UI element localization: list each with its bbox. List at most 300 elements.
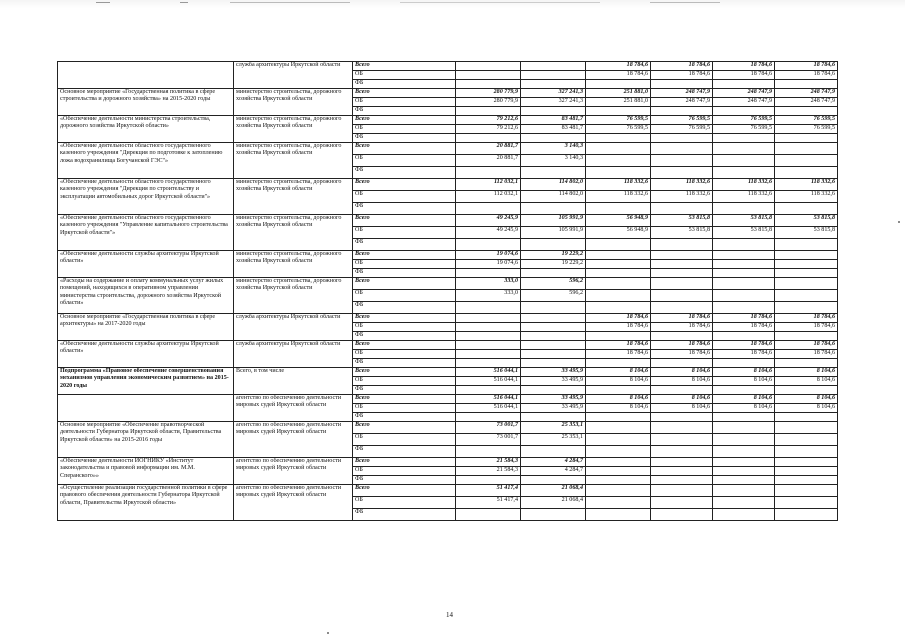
funding-source-cell: ФБ (353, 476, 456, 485)
funding-source-cell: ФБ (353, 239, 456, 251)
executor-cell: агентство по обеспечению деятельности мировых судей Иркутской области (234, 395, 353, 422)
amount-cell: 18 784,6 (586, 323, 651, 332)
amount-cell: 248 747,9 (651, 98, 713, 107)
amount-cell: 8 104,6 (586, 395, 651, 404)
executor-cell: служба архитектуры Иркутской области (234, 62, 353, 89)
amount-cell: 248 747,9 (775, 98, 838, 107)
amount-cell: 596,2 (521, 278, 586, 290)
executor-cell: министерство строительства, дорожного хозяйства Иркутской области (234, 89, 353, 116)
amount-cell: 79 212,6 (456, 116, 521, 125)
amount-cell: 18 784,6 (651, 341, 713, 350)
funding-source-cell: ОБ (353, 71, 456, 80)
table-row (58, 215, 838, 227)
table-row (58, 62, 838, 71)
funding-source-cell: ФБ (353, 359, 456, 368)
amount-cell: 8 104,6 (651, 404, 713, 413)
amount-cell (586, 143, 651, 155)
amount-cell: 18 784,6 (713, 323, 775, 332)
amount-cell (586, 413, 651, 422)
amount-cell (775, 239, 838, 251)
amount-cell: 51 417,4 (456, 485, 521, 497)
amount-cell (651, 107, 713, 116)
amount-cell (713, 260, 775, 269)
amount-cell (456, 302, 521, 314)
amount-cell (521, 62, 586, 71)
amount-cell: 76 599,5 (651, 116, 713, 125)
amount-cell (775, 422, 838, 434)
amount-cell (586, 260, 651, 269)
amount-cell (651, 386, 713, 395)
amount-cell (456, 359, 521, 368)
amount-cell (775, 251, 838, 260)
amount-cell (456, 332, 521, 341)
funding-source-cell: Всего (353, 251, 456, 260)
amount-cell: 25 353,1 (521, 434, 586, 446)
amount-cell: 8 104,6 (651, 368, 713, 377)
amount-cell (651, 155, 713, 167)
amount-cell (521, 509, 586, 521)
executor-cell: агентство по обеспечению деятельности мировых судей Иркутской области (234, 422, 353, 458)
amount-cell: 79 212,6 (456, 125, 521, 134)
amount-cell: 8 104,6 (775, 395, 838, 404)
amount-cell: 280 779,9 (456, 89, 521, 98)
funding-source-cell: Всего (353, 314, 456, 323)
amount-cell: 8 104,6 (775, 377, 838, 386)
amount-cell: 4 284,7 (521, 467, 586, 476)
amount-cell (713, 386, 775, 395)
amount-cell: 20 881,7 (456, 143, 521, 155)
amount-cell: 19 074,6 (456, 251, 521, 260)
amount-cell (651, 260, 713, 269)
amount-cell (586, 386, 651, 395)
amount-cell: 8 104,6 (586, 368, 651, 377)
executor-cell: министерство строительства, дорожного хозяйства Иркутской области (234, 278, 353, 314)
amount-cell (586, 251, 651, 260)
amount-cell (713, 302, 775, 314)
amount-cell (713, 239, 775, 251)
amount-cell: 18 784,6 (775, 62, 838, 71)
amount-cell (456, 269, 521, 278)
amount-cell (521, 302, 586, 314)
amount-cell (586, 422, 651, 434)
event-name-cell: «Обеспечение деятельности министерства строительства, дорожного хозяйства Иркутской области» (58, 116, 234, 143)
amount-cell (586, 458, 651, 467)
amount-cell: 516 044,1 (456, 368, 521, 377)
budget-table-body (58, 62, 838, 521)
amount-cell (775, 155, 838, 167)
executor-cell: агентство по обеспечению деятельности мировых судей Иркутской области (234, 485, 353, 521)
table-row (58, 368, 838, 377)
amount-cell: 3 140,3 (521, 143, 586, 155)
amount-cell (713, 203, 775, 215)
amount-cell: 8 104,6 (713, 368, 775, 377)
amount-cell: 18 784,6 (775, 341, 838, 350)
amount-cell: 53 815,8 (713, 227, 775, 239)
amount-cell (775, 446, 838, 458)
amount-cell (775, 80, 838, 89)
amount-cell (456, 350, 521, 359)
funding-source-cell: ОБ (353, 350, 456, 359)
amount-cell (775, 167, 838, 179)
amount-cell: 118 332,6 (775, 179, 838, 191)
scan-speck (898, 221, 900, 223)
amount-cell (651, 134, 713, 143)
amount-cell: 118 332,6 (713, 179, 775, 191)
table-row (58, 89, 838, 98)
amount-cell (456, 509, 521, 521)
funding-source-cell: ФБ (353, 80, 456, 89)
amount-cell (775, 413, 838, 422)
table-row (58, 341, 838, 350)
amount-cell (651, 251, 713, 260)
amount-cell: 18 784,6 (651, 350, 713, 359)
amount-cell: 251 881,0 (586, 89, 651, 98)
amount-cell (775, 476, 838, 485)
amount-cell (521, 167, 586, 179)
amount-cell (521, 350, 586, 359)
amount-cell (586, 476, 651, 485)
amount-cell (775, 509, 838, 521)
amount-cell: 18 784,6 (775, 71, 838, 80)
amount-cell (651, 476, 713, 485)
amount-cell (775, 485, 838, 497)
amount-cell: 105 991,9 (521, 215, 586, 227)
amount-cell: 73 001,7 (456, 422, 521, 434)
amount-cell (713, 167, 775, 179)
amount-cell: 118 332,6 (775, 191, 838, 203)
table-row (58, 143, 838, 155)
amount-cell (775, 458, 838, 467)
amount-cell: 596,2 (521, 290, 586, 302)
amount-cell (456, 62, 521, 71)
amount-cell (775, 434, 838, 446)
amount-cell: 18 784,6 (586, 62, 651, 71)
amount-cell: 21 068,4 (521, 485, 586, 497)
amount-cell (456, 413, 521, 422)
amount-cell (521, 80, 586, 89)
amount-cell (521, 359, 586, 368)
amount-cell: 112 032,1 (456, 179, 521, 191)
amount-cell: 18 784,6 (713, 350, 775, 359)
funding-source-cell: ФБ (353, 332, 456, 341)
amount-cell: 118 332,6 (586, 191, 651, 203)
scan-edge (0, 0, 905, 8)
amount-cell (521, 341, 586, 350)
funding-source-cell: ОБ (353, 434, 456, 446)
amount-cell (586, 167, 651, 179)
amount-cell: 333,0 (456, 290, 521, 302)
amount-cell (456, 476, 521, 485)
amount-cell: 327 241,3 (521, 98, 586, 107)
amount-cell: 8 104,6 (713, 377, 775, 386)
amount-cell: 8 104,6 (775, 404, 838, 413)
amount-cell: 21 584,3 (456, 458, 521, 467)
amount-cell: 76 599,5 (775, 116, 838, 125)
amount-cell: 327 241,3 (521, 89, 586, 98)
amount-cell (586, 467, 651, 476)
funding-source-cell: ФБ (353, 446, 456, 458)
funding-source-cell: ОБ (353, 377, 456, 386)
funding-source-cell: ФБ (353, 386, 456, 395)
amount-cell (586, 434, 651, 446)
executor-cell: агентство по обеспечению деятельности мировых судей Иркутской области (234, 458, 353, 485)
amount-cell: 105 991,9 (521, 227, 586, 239)
amount-cell: 114 802,0 (521, 191, 586, 203)
funding-source-cell: ОБ (353, 497, 456, 509)
amount-cell (456, 203, 521, 215)
executor-cell: министерство строительства, дорожного хозяйства Иркутской области (234, 143, 353, 179)
amount-cell (713, 476, 775, 485)
funding-source-cell: ОБ (353, 290, 456, 302)
amount-cell (521, 476, 586, 485)
amount-cell: 18 784,6 (713, 341, 775, 350)
amount-cell: 251 881,0 (586, 98, 651, 107)
amount-cell (651, 467, 713, 476)
amount-cell: 18 784,6 (586, 350, 651, 359)
amount-cell (775, 359, 838, 368)
amount-cell (586, 239, 651, 251)
amount-cell (586, 497, 651, 509)
amount-cell (713, 434, 775, 446)
amount-cell: 516 044,1 (456, 377, 521, 386)
amount-cell (713, 359, 775, 368)
funding-source-cell: Всего (353, 395, 456, 404)
executor-cell: министерство строительства, дорожного хозяйства Иркутской области (234, 116, 353, 143)
amount-cell (456, 107, 521, 116)
funding-source-cell: Всего (353, 116, 456, 125)
funding-source-cell: Всего (353, 422, 456, 434)
amount-cell (775, 260, 838, 269)
amount-cell: 53 815,8 (775, 215, 838, 227)
amount-cell (456, 341, 521, 350)
amount-cell (713, 467, 775, 476)
amount-cell (775, 134, 838, 143)
amount-cell: 56 948,9 (586, 227, 651, 239)
amount-cell (456, 323, 521, 332)
amount-cell (775, 302, 838, 314)
amount-cell: 4 284,7 (521, 458, 586, 467)
amount-cell: 8 104,6 (586, 404, 651, 413)
amount-cell (586, 203, 651, 215)
funding-source-cell: ОБ (353, 125, 456, 134)
amount-cell: 83 481,7 (521, 116, 586, 125)
amount-cell (651, 278, 713, 290)
funding-source-cell: ФБ (353, 509, 456, 521)
amount-cell: 118 332,6 (713, 191, 775, 203)
funding-source-cell: Всего (353, 179, 456, 191)
amount-cell: 76 599,5 (713, 125, 775, 134)
amount-cell (651, 290, 713, 302)
funding-source-cell: ОБ (353, 191, 456, 203)
funding-source-cell: ОБ (353, 155, 456, 167)
amount-cell: 56 948,9 (586, 215, 651, 227)
funding-source-cell: ОБ (353, 260, 456, 269)
amount-cell (775, 278, 838, 290)
funding-source-cell: ОБ (353, 404, 456, 413)
executor-cell: министерство строительства, дорожного хозяйства Иркутской области (234, 215, 353, 251)
table-row (58, 395, 838, 404)
amount-cell (713, 413, 775, 422)
amount-cell: 20 881,7 (456, 155, 521, 167)
amount-cell (713, 332, 775, 341)
amount-cell: 76 599,5 (586, 125, 651, 134)
event-name-cell: «Осуществление реализации государственной политики в сфере правового обеспечения деятельности Губернатора Иркутской области, Правительства Иркутской области» (58, 485, 234, 521)
funding-source-cell: Всего (353, 62, 456, 71)
amount-cell (775, 203, 838, 215)
amount-cell: 8 104,6 (713, 404, 775, 413)
funding-source-cell: Всего (353, 341, 456, 350)
amount-cell (586, 332, 651, 341)
amount-cell: 33 495,9 (521, 395, 586, 404)
funding-source-cell: ФБ (353, 269, 456, 278)
amount-cell: 76 599,5 (651, 125, 713, 134)
funding-source-cell: Всего (353, 215, 456, 227)
amount-cell: 76 599,5 (586, 116, 651, 125)
amount-cell (586, 155, 651, 167)
amount-cell: 19 074,6 (456, 260, 521, 269)
amount-cell: 118 332,6 (651, 191, 713, 203)
amount-cell: 19 229,2 (521, 251, 586, 260)
table-row (58, 278, 838, 290)
amount-cell: 51 417,4 (456, 497, 521, 509)
event-name-cell: Основное мероприятие «Государственная политика в сфере строительства и дорожного хозяйства» на 2015-2020 годы (58, 89, 234, 116)
funding-source-cell: ФБ (353, 413, 456, 422)
amount-cell (713, 251, 775, 260)
amount-cell (586, 134, 651, 143)
event-name-cell (58, 395, 234, 422)
table-row (58, 485, 838, 497)
amount-cell (521, 269, 586, 278)
amount-cell (586, 278, 651, 290)
amount-cell (775, 332, 838, 341)
amount-cell (713, 155, 775, 167)
amount-cell (521, 314, 586, 323)
amount-cell (651, 509, 713, 521)
amount-cell (456, 314, 521, 323)
amount-cell (651, 269, 713, 278)
funding-source-cell: ОБ (353, 323, 456, 332)
amount-cell: 3 140,3 (521, 155, 586, 167)
amount-cell (713, 290, 775, 302)
amount-cell (586, 302, 651, 314)
funding-source-cell: Всего (353, 278, 456, 290)
funding-source-cell: Всего (353, 89, 456, 98)
amount-cell: 83 481,7 (521, 125, 586, 134)
amount-cell (713, 143, 775, 155)
amount-cell: 18 784,6 (775, 350, 838, 359)
amount-cell: 53 815,8 (651, 227, 713, 239)
executor-cell: министерство строительства, дорожного хозяйства Иркутской области (234, 179, 353, 215)
amount-cell (651, 413, 713, 422)
amount-cell (521, 323, 586, 332)
amount-cell: 118 332,6 (651, 179, 713, 191)
page-number: 14 (446, 611, 453, 619)
amount-cell (713, 107, 775, 116)
amount-cell: 516 044,1 (456, 404, 521, 413)
executor-cell: министерство строительства, дорожного хозяйства Иркутской области (234, 251, 353, 278)
event-name-cell: «Обеспечение деятельности областного государственного казенного учреждения "Дирекция по подготовке к затоплению ложа водохранилища Богучанской ГЭС"» (58, 143, 234, 179)
funding-source-cell: ФБ (353, 203, 456, 215)
amount-cell: 18 784,6 (651, 323, 713, 332)
amount-cell: 53 815,8 (651, 215, 713, 227)
amount-cell: 118 332,6 (586, 179, 651, 191)
amount-cell: 76 599,5 (713, 116, 775, 125)
amount-cell (521, 332, 586, 341)
amount-cell: 73 001,7 (456, 434, 521, 446)
amount-cell (713, 269, 775, 278)
amount-cell: 280 779,9 (456, 98, 521, 107)
amount-cell (651, 422, 713, 434)
amount-cell (651, 302, 713, 314)
event-name-cell (58, 62, 234, 89)
amount-cell (651, 446, 713, 458)
amount-cell: 21 068,4 (521, 497, 586, 509)
scan-speck (327, 632, 329, 634)
amount-cell: 49 245,9 (456, 215, 521, 227)
amount-cell (651, 458, 713, 467)
amount-cell: 33 495,9 (521, 377, 586, 386)
funding-source-cell: ФБ (353, 134, 456, 143)
amount-cell: 33 495,9 (521, 368, 586, 377)
event-name-cell: «Обеспечение деятельности службы архитектуры Иркутской области» (58, 251, 234, 278)
amount-cell (651, 359, 713, 368)
amount-cell (651, 167, 713, 179)
amount-cell: 18 784,6 (713, 71, 775, 80)
executor-cell: Всего, в том числе (234, 368, 353, 395)
amount-cell (713, 134, 775, 143)
amount-cell: 76 599,5 (775, 125, 838, 134)
amount-cell: 8 104,6 (651, 395, 713, 404)
amount-cell (586, 446, 651, 458)
amount-cell (775, 290, 838, 302)
budget-table (57, 61, 838, 521)
amount-cell: 33 495,9 (521, 404, 586, 413)
amount-cell (521, 239, 586, 251)
amount-cell (775, 467, 838, 476)
amount-cell (586, 509, 651, 521)
funding-source-cell: ОБ (353, 98, 456, 107)
amount-cell: 516 044,1 (456, 395, 521, 404)
amount-cell (713, 458, 775, 467)
amount-cell: 248 747,9 (713, 98, 775, 107)
amount-cell: 18 784,6 (651, 62, 713, 71)
amount-cell: 112 032,1 (456, 191, 521, 203)
amount-cell (651, 497, 713, 509)
amount-cell (521, 134, 586, 143)
amount-cell: 18 784,6 (586, 314, 651, 323)
amount-cell (456, 446, 521, 458)
event-name-cell: Подпрограмма «Правовое обеспечение совершенствования механизмов управления экономическим развитием» на 2015-2020 годы (58, 368, 234, 395)
amount-cell: 19 229,2 (521, 260, 586, 269)
amount-cell (651, 332, 713, 341)
amount-cell (521, 386, 586, 395)
amount-cell (586, 290, 651, 302)
amount-cell (775, 269, 838, 278)
amount-cell (586, 269, 651, 278)
amount-cell: 53 815,8 (713, 215, 775, 227)
amount-cell (651, 485, 713, 497)
amount-cell (713, 509, 775, 521)
funding-source-cell: ФБ (353, 167, 456, 179)
amount-cell: 333,0 (456, 278, 521, 290)
amount-cell (713, 485, 775, 497)
amount-cell (521, 71, 586, 80)
funding-source-cell: ОБ (353, 227, 456, 239)
funding-source-cell: Всего (353, 458, 456, 467)
amount-cell: 248 747,9 (775, 89, 838, 98)
event-name-cell: «Обеспечение деятельности службы архитектуры Иркутской области» (58, 341, 234, 368)
amount-cell (521, 203, 586, 215)
